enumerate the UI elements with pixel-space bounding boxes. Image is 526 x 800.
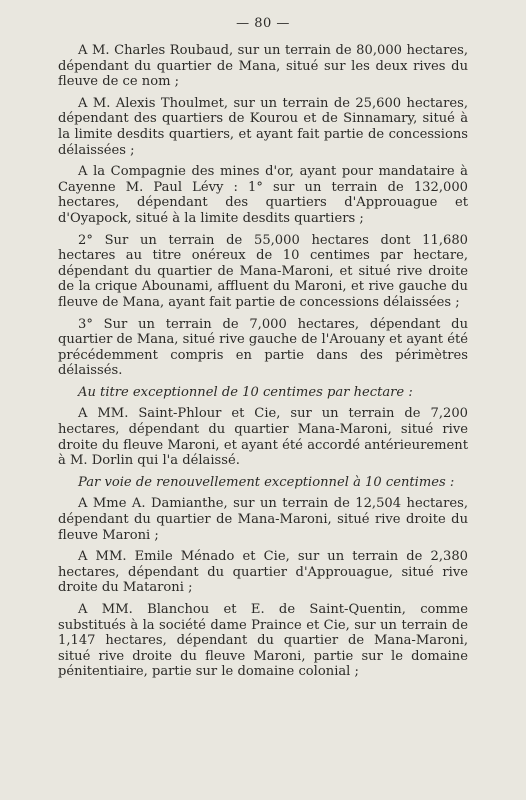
section-heading-titre-exceptionnel: Au titre exceptionnel de 10 centimes par hectare :	[78, 384, 413, 400]
paragraph-compagnie-mines: A la Compagnie des mines d'or, ayant pour mandataire à Cayenne M. Paul Lévy : 1° sur un terrain de 132,000 hectares, dépendant des quartiers d'Approuague et d'Oyapock, situé à la limite desdits quartiers ;	[58, 164, 468, 226]
section-heading-renouvellement: Par voie de renouvellement exceptionnel à 10 centimes :	[78, 474, 455, 490]
paragraph-saint-phlour: A MM. Saint-Phlour et Cie, sur un terrain de 7,200 hectares, dépendant du quartier Mana-Maroni, situé rive droite du fleuve Maroni, et ayant été accordé antérieurement à M. Dorlin qui l'a délaissé.	[58, 406, 468, 469]
paragraph-damianthe: A Mme A. Damianthe, sur un terrain de 12,504 hectares, dépendant du quartier de Mana-Maroni, situé rive droite du fleuve Maroni ;	[58, 496, 468, 543]
paragraph-blanchou: A MM. Blanchou et E. de Saint-Quentin, comme substitués à la société dame Praince et Cie, sur un terrain de 1,147 hectares, dépendant du quartier de Mana-Maroni, situé rive droite du fleuve Maroni, partie sur le domaine pénitentiaire, partie sur le domaine colonial ;	[58, 602, 468, 680]
paragraph-second-terrain: 2° Sur un terrain de 55,000 hectares dont 11,680 hectares au titre onéreux de 10 centimes par hectare, dépendant du quartier de Mana-Maroni, et situé rive droite de la crique Abounami, affluent du Maroni, et rive gauche du fleuve de Mana, ayant fait partie de concessions délaissées ;	[58, 232, 468, 310]
paragraph-third-terrain: 3° Sur un terrain de 7,000 hectares, dépendant du quartier de Mana, situé rive gauche de l'Arouany et ayant été précédemment compris en partie dans des périmètres délaissés.	[58, 316, 468, 379]
body-text	[58, 43, 468, 680]
paragraph-roubaud: A M. Charles Roubaud, sur un terrain de 80,000 hectares, dépendant du quartier de Mana, situé sur les deux rives du fleuve de ce nom ;	[58, 43, 468, 90]
page-number: — 80 —	[236, 16, 290, 31]
paragraph-menado: A MM. Emile Ménado et Cie, sur un terrain de 2,380 hectares, dépendant du quartier d'Approuague, situé rive droite du Mataroni ;	[58, 549, 468, 596]
paragraph-thoulmet: A M. Alexis Thoulmet, sur un terrain de 25,600 hectares, dépendant des quartiers de Kourou et de Sinnamary, situé à la limite desdits quartiers, et ayant fait partie de concessions délaissées ;	[58, 95, 468, 158]
